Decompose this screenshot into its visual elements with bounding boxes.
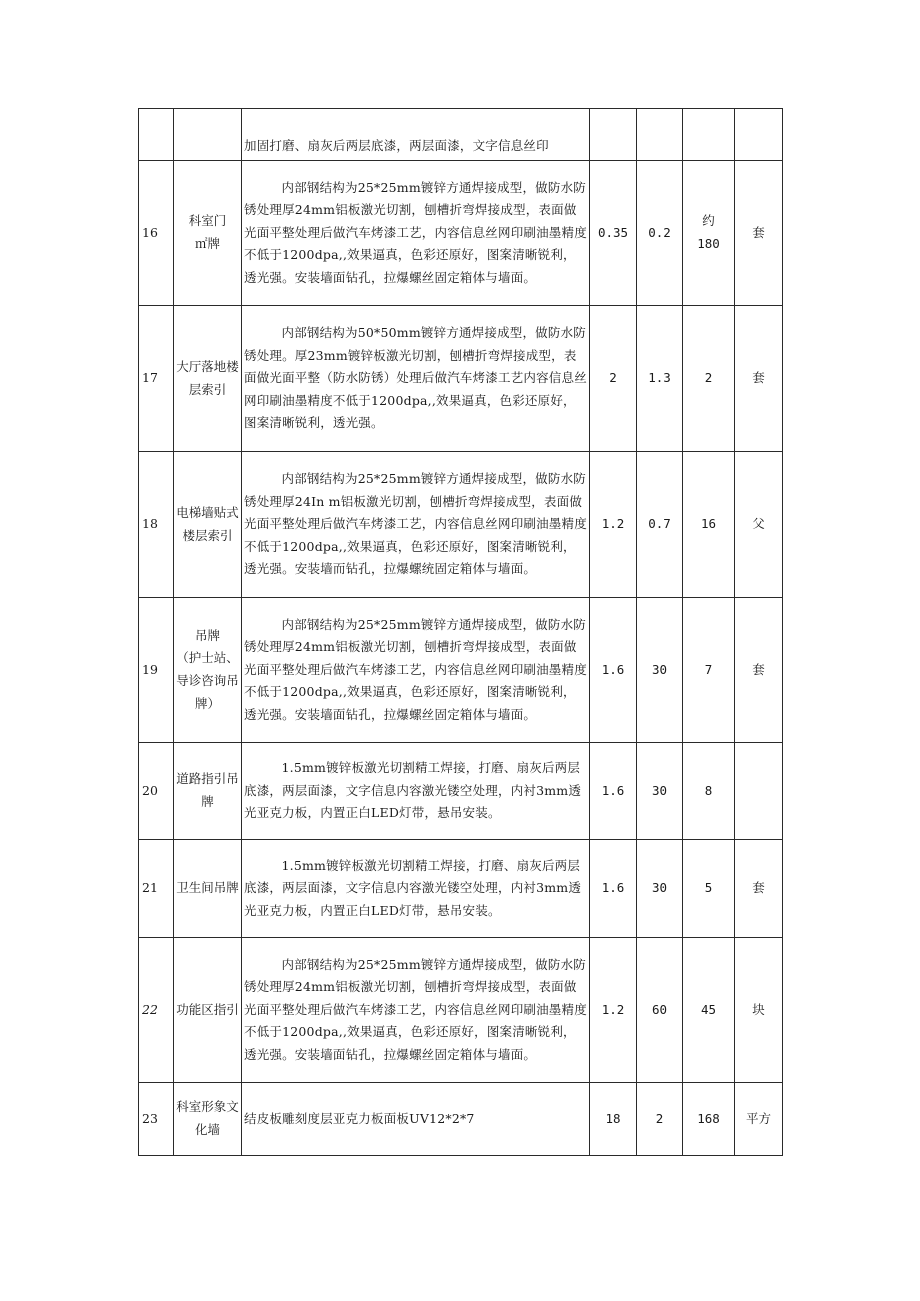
table-row xyxy=(139,1083,783,1156)
item-length: 1.6 xyxy=(590,598,637,743)
item-name: 电梯墙贴式楼层索引 xyxy=(174,452,242,598)
item-description: 内部钢结构为25*25mm镀锌方通焊接成型，做防水防锈处理厚24In m铝板激光切割，刨槽折弯焊接成型，表面做光面平整处理后做汽车烤漆工艺，内容信息丝网印刷油墨精度不低于1200dpa,,效果逼真，色彩还原好，图案清晰锐利，透光强。安装墙而钻孔，拉爆螺统固定箱体与墙面。 xyxy=(244,471,587,577)
table-row xyxy=(139,306,783,452)
item-name: 功能区指引 xyxy=(174,938,242,1083)
item-number: 17 xyxy=(139,306,174,452)
item-number: 19 xyxy=(139,598,174,743)
item-quantity: 45 xyxy=(683,938,735,1083)
item-width: 0.2 xyxy=(637,161,683,306)
item-quantity: 7 xyxy=(683,598,735,743)
item-length: 1.2 xyxy=(590,938,637,1083)
item-number xyxy=(139,109,174,161)
item-unit: 套 xyxy=(735,161,783,306)
item-number: 21 xyxy=(139,840,174,938)
item-length: 0.35 xyxy=(590,161,637,306)
item-name: 道路指引吊牌 xyxy=(174,743,242,840)
item-length: 1.2 xyxy=(590,452,637,598)
item-unit xyxy=(735,109,783,161)
item-quantity: 5 xyxy=(683,840,735,938)
table-row xyxy=(139,161,783,306)
item-width: 1.3 xyxy=(637,306,683,452)
item-width: 30 xyxy=(637,743,683,840)
item-width: 60 xyxy=(637,938,683,1083)
item-length: 18 xyxy=(590,1083,637,1156)
table-row xyxy=(139,109,783,161)
table-row xyxy=(139,452,783,598)
item-description: 结皮板雕刻度层亚克力板面板UV12*2*7 xyxy=(242,1083,590,1156)
item-unit: 套 xyxy=(735,306,783,452)
item-quantity: 2 xyxy=(683,306,735,452)
item-unit: 块 xyxy=(735,938,783,1083)
item-name: 卫生间吊牌 xyxy=(174,840,242,938)
item-description: 内部钢结构为50*50mm镀锌方通焊接成型，做防水防锈处理。厚23mm镀锌板激光切割，刨槽折弯焊接成型，表面做光面平整（防水防锈）处理后做汽车烤漆工艺内容信息丝网印刷油墨精度不低于1200dpa,,效果逼真，色彩还原好，图案清晰锐利，透光强。 xyxy=(244,325,587,431)
spec-table xyxy=(138,108,783,1156)
item-number: 16 xyxy=(139,161,174,306)
item-quantity xyxy=(683,109,735,161)
item-unit: 平方 xyxy=(735,1083,783,1156)
item-length: 1.6 xyxy=(590,840,637,938)
item-description: 内部钢结构为25*25mm镀锌方通焊接成型，做防水防锈处理厚24mm铝板激光切割，刨槽折弯焊接成型，表面做光面平整处理后做汽车烤漆工艺，内容信息丝网印刷油墨精度不低于1200dpa,,效果逼真，色彩还原好，图案清晰锐利，透光强。安装墙面钻孔，拉爆螺丝固定箱体与墙面。 xyxy=(244,956,587,1062)
item-description: 1.5mm镀锌板激光切割精工焊接，打磨、扇灰后两层底漆，两层面漆，文字信息内容激光镂空处理，内衬3mm透光亚克力板，内置正白LED灯带，悬吊安装。 xyxy=(244,760,582,821)
item-unit: 父 xyxy=(735,452,783,598)
item-description: 内部钢结构为25*25mm镀锌方通焊接成型，做防水防锈处理厚24mm铝板激光切割，刨槽折弯焊接成型，表面做光面平整处理后做汽车烤漆工艺，内容信息丝网印刷油墨精度不低于1200dpa,,效果逼真，色彩还原好，图案清晰锐利，透光强。安装墙面钻孔，拉爆螺丝固定箱体与墙面。 xyxy=(244,616,587,722)
item-name: 科室门 ㎡牌 xyxy=(174,161,242,306)
item-name: 科室形象文化墙 xyxy=(174,1083,242,1156)
item-number: 18 xyxy=(139,452,174,598)
item-quantity: 约 180 xyxy=(683,161,735,306)
item-description: 加固打磨、扇灰后两层底漆，两层面漆，文字信息丝印 xyxy=(242,109,590,161)
table-row xyxy=(139,598,783,743)
item-quantity: 8 xyxy=(683,743,735,840)
item-name: 大厅落地楼层索引 xyxy=(174,306,242,452)
item-length: 2 xyxy=(590,306,637,452)
item-name: 吊牌 （护士站、导诊咨询吊牌） xyxy=(174,598,242,743)
item-number: 23 xyxy=(139,1083,174,1156)
item-length: 1.6 xyxy=(590,743,637,840)
item-number: 22 xyxy=(139,938,174,1083)
table-row xyxy=(139,938,783,1083)
item-unit: 套 xyxy=(735,840,783,938)
item-width: 2 xyxy=(637,1083,683,1156)
item-description: 内部钢结构为25*25mm镀锌方通焊接成型，做防水防锈处理厚24mm铝板激光切割，刨槽折弯焊接成型，表面做光面平整处理后做汽车烤漆工艺，内容信息丝网印刷油墨精度不低于1200dpa,,效果逼真，色彩还原好，图案清晰锐利，透光强。安装墙面钻孔，拉爆螺丝固定箱体与墙面。 xyxy=(244,179,587,285)
item-width xyxy=(637,109,683,161)
item-description: 1.5mm镀锌板激光切割精工焊接，打磨、扇灰后两层底漆，两层面漆，文字信息内容激光镂空处理，内衬3mm透光亚克力板，内置正白LED灯带，悬吊安装。 xyxy=(244,857,582,918)
item-length xyxy=(590,109,637,161)
table-row xyxy=(139,840,783,938)
item-quantity: 16 xyxy=(683,452,735,598)
item-number: 20 xyxy=(139,743,174,840)
item-width: 30 xyxy=(637,840,683,938)
item-width: 30 xyxy=(637,598,683,743)
item-unit: 套 xyxy=(735,598,783,743)
item-quantity: 168 xyxy=(683,1083,735,1156)
item-width: 0.7 xyxy=(637,452,683,598)
table-row xyxy=(139,743,783,840)
item-name xyxy=(174,109,242,161)
item-unit xyxy=(735,743,783,840)
